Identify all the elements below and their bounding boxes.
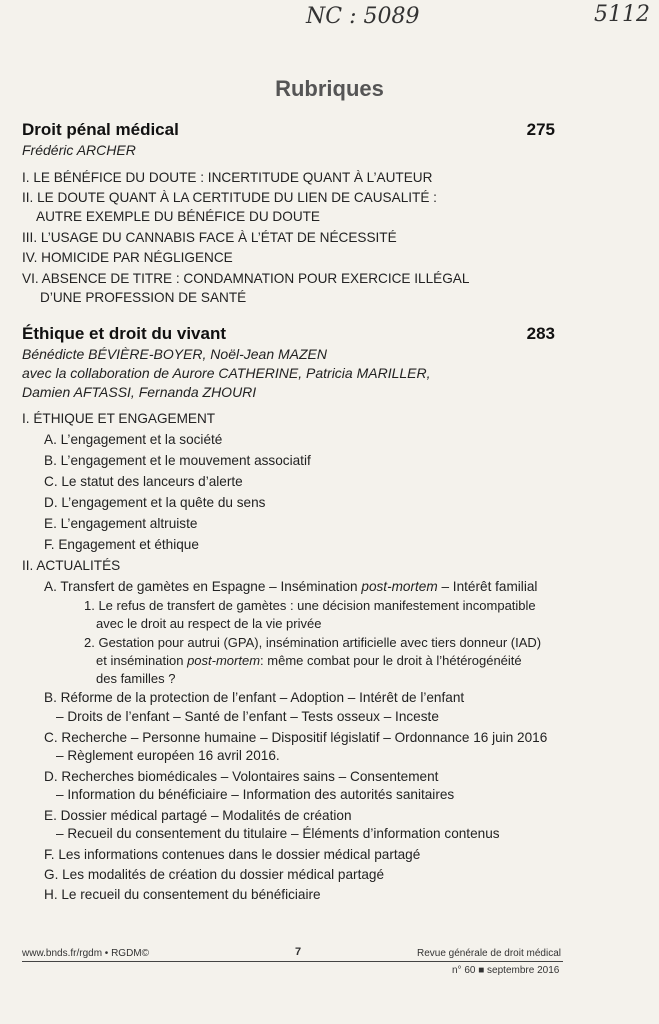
toc-entry-text: et insémination <box>96 653 184 668</box>
section-authors: avec la collaboration de Aurore CATHERINE, Patricia MARILLER, <box>22 365 431 381</box>
toc-entry: G. Les modalités de création du dossier médical partagé <box>44 867 385 882</box>
toc-entry: IV. HOMICIDE PAR NÉGLIGENCE <box>22 250 233 265</box>
toc-subentry-continuation: avec le droit au respect de la vie privée <box>96 616 322 631</box>
footer-journal-title: Revue générale de droit médical <box>417 948 561 959</box>
toc-entry-continuation: – Recueil du consentement du titulaire – Éléments d’information contenus <box>56 826 500 841</box>
toc-entry-continuation: AUTRE EXEMPLE DU BÉNÉFICE DU DOUTE <box>36 209 321 224</box>
toc-entry-text: – Intérêt familial <box>441 579 538 594</box>
section-title: Droit pénal médical <box>22 120 179 139</box>
toc-entry-text: A. Transfert de gamètes en Espagne – Insémination <box>44 579 358 594</box>
section-page-number: 275 <box>526 120 555 139</box>
toc-entry: III. L’USAGE DU CANNABIS FACE À L’ÉTAT DE NÉCESSITÉ <box>22 230 397 245</box>
page-title: Rubriques <box>275 76 384 101</box>
toc-entry-italic: post-mortem <box>187 653 261 668</box>
toc-entry: II. LE DOUTE QUANT À LA CERTITUDE DU LIEN DE CAUSALITÉ : <box>22 190 437 205</box>
footer-page-number: 7 <box>295 946 302 958</box>
toc-entry-continuation: – Droits de l’enfant – Santé de l’enfant – Tests osseux – Inceste <box>56 709 439 724</box>
handwritten-reference-note: NC : 5089 <box>306 4 420 29</box>
section-authors: Bénédicte BÉVIÈRE-BOYER, Noël-Jean MAZEN <box>22 346 328 362</box>
toc-subentry-continuation <box>96 652 522 670</box>
section-authors: Damien AFTASSI, Fernanda ZHOURI <box>22 384 257 400</box>
toc-entry-continuation: D’UNE PROFESSION DE SANTÉ <box>40 290 247 305</box>
toc-entry: II. ACTUALITÉS <box>22 558 121 573</box>
toc-entry: F. Les informations contenues dans le dossier médical partagé <box>44 847 421 862</box>
toc-entry: I. ÉTHIQUE ET ENGAGEMENT <box>22 411 216 426</box>
toc-entry: H. Le recueil du consentement du bénéficiaire <box>44 887 321 902</box>
toc-entry: E. Dossier médical partagé – Modalités de création <box>44 808 352 823</box>
section-heading-droit-penal <box>22 120 555 140</box>
section-title: Éthique et droit du vivant <box>22 324 227 343</box>
toc-entry <box>44 578 537 596</box>
toc-entry: B. L’engagement et le mouvement associatif <box>44 453 311 468</box>
toc-entry: B. Réforme de la protection de l’enfant – Adoption – Intérêt de l’enfant <box>44 690 465 705</box>
footer-issue: n° 60 ■ septembre 2016 <box>452 965 560 976</box>
footer-website: www.bnds.fr/rgdm • RGDM© <box>22 948 150 959</box>
section-page-number: 283 <box>526 324 555 343</box>
toc-entry-continuation: – Règlement européen 16 avril 2016. <box>56 748 280 763</box>
toc-entry-italic: post-mortem <box>361 579 438 594</box>
toc-entry: C. Recherche – Personne humaine – Dispositif législatif – Ordonnance 16 juin 2016 <box>44 730 548 745</box>
toc-entry-text: : même combat pour le droit à l’hétérogénéité <box>260 653 522 668</box>
section-author: Frédéric ARCHER <box>22 142 136 158</box>
toc-entry: VI. ABSENCE DE TITRE : CONDAMNATION POUR EXERCICE ILLÉGAL <box>22 271 470 286</box>
toc-entry: C. Le statut des lanceurs d’alerte <box>44 474 243 489</box>
toc-entry: F. Engagement et éthique <box>44 537 199 552</box>
toc-entry: E. L’engagement altruiste <box>44 516 198 531</box>
toc-subentry: 2. Gestation pour autrui (GPA), insémination artificielle avec tiers donneur (IAD) <box>84 635 542 650</box>
toc-entry: A. L’engagement et la société <box>44 432 223 447</box>
toc-entry: I. LE BÉNÉFICE DU DOUTE : INCERTITUDE QUANT À L’AUTEUR <box>22 170 433 185</box>
toc-entry: D. Recherches biomédicales – Volontaires sains – Consentement <box>44 769 439 784</box>
toc-entry: D. L’engagement et la quête du sens <box>44 495 266 510</box>
toc-entry-continuation: – Information du bénéficiaire – Information des autorités sanitaires <box>56 787 455 802</box>
toc-subentry: 1. Le refus de transfert de gamètes : une décision manifestement incompatible <box>84 598 536 613</box>
footer-divider <box>22 961 563 962</box>
toc-subentry-continuation: des familles ? <box>96 671 176 686</box>
section-heading-ethique <box>22 324 555 344</box>
handwritten-corner-number: 5112 <box>594 2 650 27</box>
